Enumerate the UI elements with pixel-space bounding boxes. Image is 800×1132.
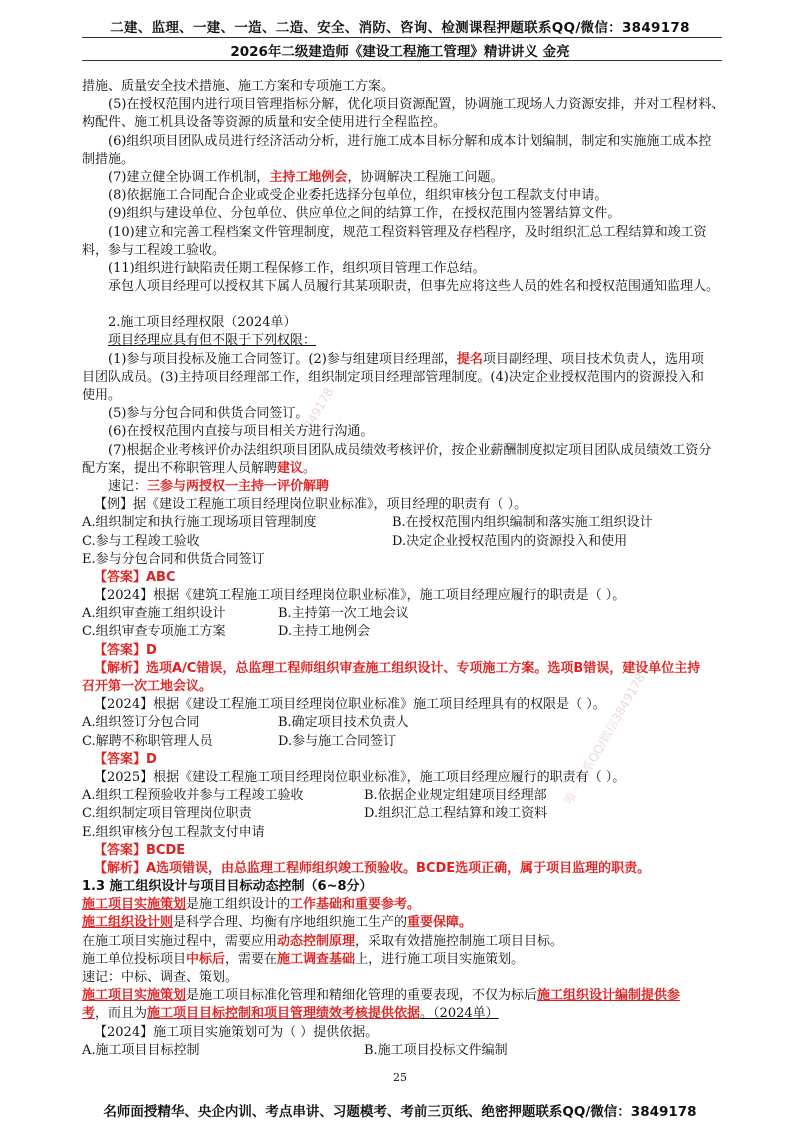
highlight-text: 施工调查基础 [277,951,356,967]
option-row [82,605,744,623]
option-row [82,533,744,551]
highlight-text: 重要保障。 [407,915,473,931]
answer-label: 【答案】D [94,642,157,658]
option-e: E.组织审核分包工程款支付申请 [82,824,265,840]
header-title: 2026年二级建造师《建设工程施工管理》精讲讲义 金亮 [230,44,570,60]
header-divider [82,37,722,38]
text-line: (11)组织进行缺陷责任期工程保修工作，组织项目管理工作总结。 [108,260,486,276]
option-b: B.主持第一次工地会议 [278,606,409,622]
option-b: B.确定项目技术负责人 [278,715,409,731]
text-span: ，需要在 [225,951,278,967]
highlight-text: 提名 [456,351,483,367]
highlight-text: 施工组织设计编制提供参 [537,988,681,1004]
option-d: D.参与施工合同签订 [278,733,397,749]
section-heading: 1.3 施工组织设计与项目目标动态控制（6~8分） [82,879,373,895]
highlight-text: 中标后 [186,951,226,967]
option-a: A.组织工程预验收并参与工程竣工验收 [82,788,304,804]
highlight-text: 主持工地例会 [269,169,348,185]
question-stem: 【2025】根据《建设工程施工项目经理岗位职业标准》，施工项目经理应履行的职责有（ ）。 [94,769,626,785]
analysis-text: 【解析】A选项错误，由总监理工程师组织竣工预验收。BCDE选项正确，属于项目监理的职责。 [94,860,651,876]
option-row [82,733,744,751]
highlight-text: 施工项目实施策划 [82,988,187,1004]
highlight-text: 考 [82,1006,96,1022]
option-a: A.组织签订分包合同 [82,715,200,731]
highlight-text: 动态控制原理 [277,933,356,949]
option-row [82,514,744,532]
answer-label: 【答案】BCDE [94,842,186,858]
option-row [82,805,744,823]
watermark-text: 3849178 [297,385,337,439]
text-line: 目团队成员。(3)主持项目经理部工作，组织制定项目经理部管理制度。(4)决定企业授权范围内的资源投入和 [82,369,704,385]
underlined-text: 项目经理应具有但不限于下列权限： [108,333,317,349]
text-line: 料，参与工程竣工验收。 [82,242,226,258]
highlight-text: 施工项目实施策划 [82,897,187,913]
option-row [82,1042,744,1060]
text-span: 是施工组织设计的 [186,897,291,913]
text-span: 项目副经理、项目技术负责人，选用项 [482,351,704,367]
answer-label: 【答案】ABC [94,569,176,585]
text-span: 施工单位投标项目 [82,951,187,967]
highlight-text: 施工组织设计则 [82,915,174,931]
text-span: 是科学合理、均衡有序地组织施工生产的 [173,915,408,931]
highlight-text: 施工项目目标控制和项目管理绩效考核提供依据 [147,1006,421,1022]
text-span: ，而且为 [95,1006,148,1022]
option-row [82,623,744,641]
text-span: 速记： [108,478,148,494]
section-heading: 2.施工项目经理权限（2024单） [108,315,297,331]
option-a: A.施工项目目标控制 [82,1042,200,1058]
text-line [82,933,744,951]
highlight-text: 建议 [277,460,304,476]
text-line [82,987,744,1005]
text-span: ，协调解决工程施工问题。 [347,169,504,185]
option-c: C.组织审查专项施工方案 [82,624,226,640]
answer-label: 【答案】D [94,751,157,767]
header-contact-line: 二建、监理、一建、一造、二造、安全、消防、咨询、检测课程押题联系QQ/微信：3849178 [110,20,690,36]
text-line: 制措施。 [82,151,135,167]
option-b: B.在授权范围内组织编制和落实施工组织设计 [392,515,653,531]
text-line: (9)组织与建设单位、分包单位、供应单位之间的结算工作，在授权范围内签署结算文件。 [108,206,621,222]
text-span: 配方案，提出不称职管理人员解聘 [82,460,278,476]
text-line: (8)依据施工合同配合企业或受企业委托选择分包单位，组织审核分包工程款支付申请。 [108,188,608,204]
option-e: E.参与分包合同和供货合同签订 [82,551,265,567]
text-line [82,1005,744,1023]
highlight-text: 工作基础和重要参考。 [290,897,421,913]
option-a: A.组织制定和执行施工现场项目管理制度 [82,515,317,531]
text-line [82,351,744,369]
text-span: 。 [303,460,317,476]
analysis-text: 【解析】选项A/C错误，总监理工程师组织审查施工组织设计、专项施工方案。选项B错误，建设单位主持 [94,660,701,676]
text-line: (6)在授权范围内直接与项目相关方进行沟通。 [108,424,374,440]
option-d: D.决定企业授权范围内的资源投入和使用 [392,533,628,549]
text-span: 上，进行施工项目实施策划。 [355,951,525,967]
text-span: (1)参与项目投标及施工合同签订。(2)参与组建项目经理部， [108,351,457,367]
text-span: 。（2024单） [420,1006,499,1022]
text-line: 构配件、施工机具设备等资源的质量和安全使用进行全程监控。 [82,115,447,131]
footer-contact-line: 名师面授精华、央企内训、考点串讲、习题模考、考前三页纸、绝密押题联系QQ/微信：3849178 [103,1104,697,1120]
text-line [82,332,744,350]
text-line [82,951,744,969]
option-c: C.组织制定项目管理岗位职责 [82,806,252,822]
text-line: (7)根据企业考核评价办法组织项目团队成员绩效考核评价，按企业薪酬制度拟定项目团队成员绩效工资分 [108,442,712,458]
document-body [82,78,744,1060]
highlight-text: 三参与两授权一主持一评价解聘 [147,478,330,494]
text-line: 使用。 [82,388,122,403]
question-stem: 【2024】根据《建筑工程施工项目经理岗位职业标准》，施工项目经理应履行的职责是（ ）。 [94,588,626,604]
memo-line: 速记：中标、调查、策划。 [82,970,239,985]
option-row [82,787,744,805]
text-line: 措施、质量安全技术措施、施工方案和专项施工方案。 [82,79,395,94]
text-line [82,914,744,932]
question-stem: 【2024】根据《建设工程施工项目经理岗位职业标准》施工项目经理具有的权限是（ ）。 [94,697,606,713]
option-b: B.依据企业规定组建项目经理部 [364,788,547,804]
text-span: ，采取有效措施控制施工项目目标。 [355,933,564,949]
page-number: 25 [393,1071,407,1084]
text-line: (6)组织项目团队成员进行经济活动分析，进行施工成本目标分解和成本计划编制，制定和实施施工成本控 [108,133,712,149]
option-c: C.参与工程竣工验收 [82,533,200,549]
text-line: (10)建立和完善工程档案文件管理制度，规范工程资料管理及存档程序，及时组织汇总工程结算和竣工资 [108,224,707,240]
text-span: 是施工项目标准化管理和精细化管理的重要表现，不仅为标后 [186,988,538,1004]
question-stem: 【2024】施工项目实施策划可为（ ）提供依据。 [94,1024,379,1040]
option-a: A.组织审查施工组织设计 [82,606,226,622]
text-line: 承包人项目经理可以授权其下属人员履行其某项职责，但事先应将这些人员的姓名和授权范围通知监理人。 [108,279,720,295]
watermark-text-2: 唯一联系QQ/微信3849178 [561,670,648,807]
option-d: D.组织汇总工程结算和竣工资料 [364,806,548,822]
header-divider-bottom [82,60,722,61]
text-line: (5)在授权范围内进行项目管理指标分解，优化项目资源配置，协调施工现场人力资源安排，并对工程材料、 [108,97,725,113]
text-line [82,169,744,187]
option-row [82,714,744,732]
text-span: 在施工项目实施过程中，需要应用 [82,933,278,949]
option-b: B.施工项目投标文件编制 [364,1042,508,1058]
option-c: C.解聘不称职管理人员 [82,733,213,749]
text-line: (5)参与分包合同和供货合同签订。 [108,406,309,422]
option-d: D.主持工地例会 [278,624,371,640]
memo-line [82,478,744,496]
question-stem: 【例】据《建设工程施工项目经理岗位职业标准》，项目经理的职责有（ ）。 [94,497,528,513]
text-line [82,460,744,478]
text-span: (7)建立健全协调工作机制， [108,169,270,185]
analysis-text: 召开第一次工地会议。 [82,679,213,694]
text-line [82,896,744,914]
